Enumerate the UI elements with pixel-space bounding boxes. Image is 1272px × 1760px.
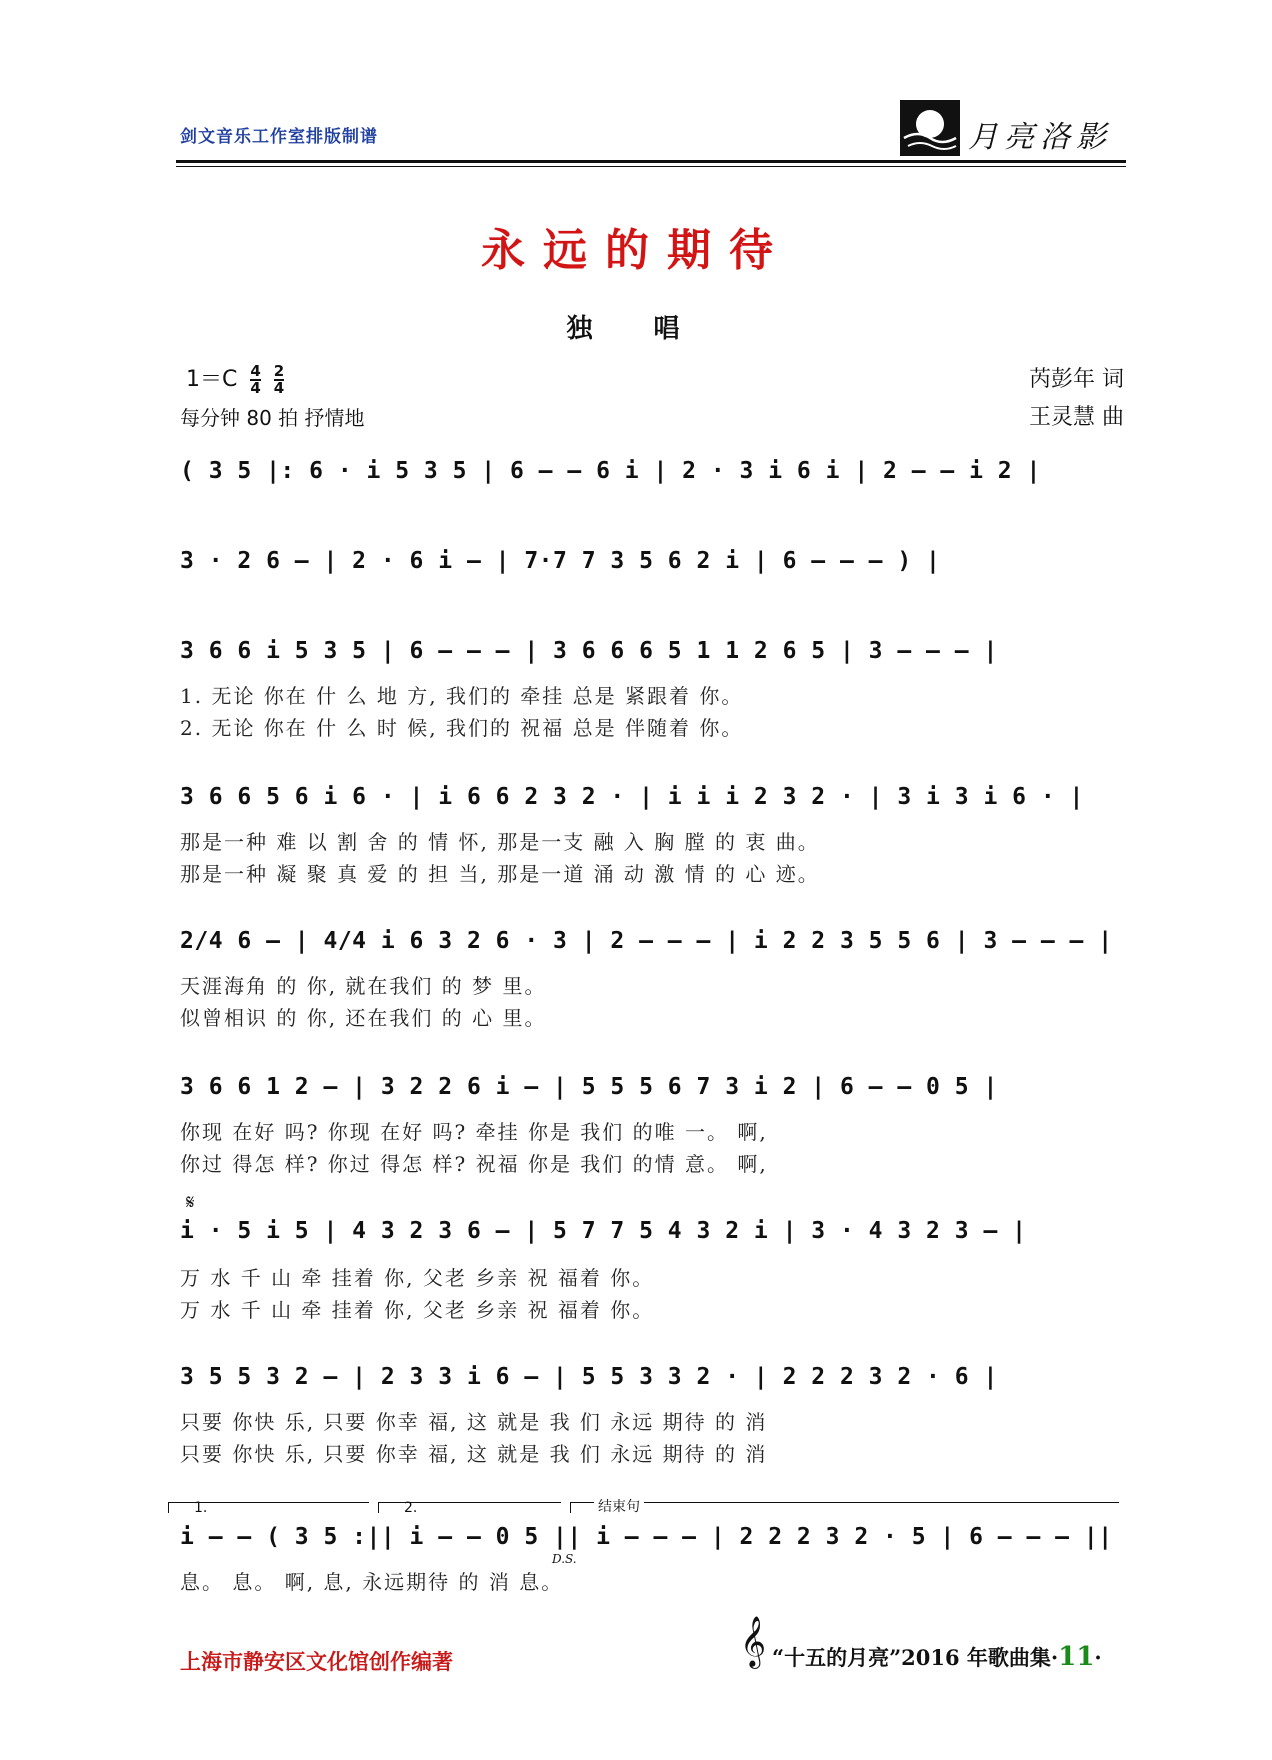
lyric-line-7-verse-1: 万 水 千 山 牵 挂着 你, 父老 乡亲 祝 福着 你。 [180, 1266, 655, 1290]
header-divider-thin [176, 166, 1126, 167]
notation-line-2: 3 · 2 6 – | 2 · 6 i – | 7·7 7 3 5 6 2 i | 6 – – – ) | [180, 548, 941, 574]
page-dot: · [1094, 1645, 1102, 1670]
notation-line-7: i · 5 i 5 | 4 3 2 3 6 – | 5 7 7 5 4 3 2 i | 3 · 4 3 2 3 – | [180, 1218, 1027, 1244]
lyric-line-7-verse-2: 万 水 千 山 牵 挂着 你, 父老 乡亲 祝 福着 你。 [180, 1298, 655, 1322]
volta-first-label: 1. [194, 1500, 208, 1516]
header-divider [176, 160, 1126, 163]
ending-phrase-bracket [570, 1502, 1119, 1513]
notation-line-1: ( 3 5 |: 6 · i 5 3 5 | 6 – – 6 i | 2 · 3 i 6 i | 2 – – i 2 | [180, 458, 1041, 484]
footer-collection-title: “十五的月亮”2016 年歌曲集· [772, 1645, 1059, 1670]
notation-line-3: 3 6 6 i 5 3 5 | 6 – – – | 3 6 6 6 5 1 1 2 6 5 | 3 – – – | [180, 638, 998, 664]
page-number: 11 [1058, 1642, 1095, 1672]
time-sig-2-den: 4 [273, 379, 285, 397]
time-signature-2 [274, 364, 284, 396]
notation-line-4: 3 6 6 5 6 i 6 · | i 6 6 2 3 2 · | i i i 2 3 2 · | 3 i 3 i 6 · | [180, 784, 1084, 810]
song-subtitle: 独 唱 [566, 314, 706, 344]
lyricist-credit: 芮彭年 词 [1029, 367, 1124, 392]
volta-second-label: 2. [404, 1500, 418, 1516]
notation-line-5: 2/4 6 – | 4/4 i 6 3 2 6 · 3 | 2 – – – | i 2 2 3 5 5 6 | 3 – – – | [180, 928, 1113, 954]
lyric-line-9: 息。 息。 啊, 息, 永远期待 的 消 息。 [180, 1570, 564, 1594]
footer-publisher: 上海市静安区文化馆创作编著 [180, 1649, 453, 1674]
key-label: 1＝C [186, 367, 238, 392]
composer-credit: 王灵慧 曲 [1029, 405, 1124, 430]
segno-mark: 𝄋 [186, 1190, 195, 1214]
song-title: 永远的期待 [481, 225, 791, 276]
time-sig-1-den: 4 [250, 379, 261, 397]
lyric-line-8-verse-1: 只要 你快 乐, 只要 你幸 福, 这 就是 我 们 永远 期待 的 消 [180, 1410, 768, 1434]
time-sig-2-num: 2 [273, 362, 285, 380]
lyric-line-3-verse-1: 1. 无论 你在 什 么 地 方, 我们的 牵挂 总是 紧跟着 你。 [180, 684, 744, 708]
treble-clef-icon: 𝄞 [740, 1616, 767, 1667]
lyric-line-4-verse-2: 那是一种 凝 聚 真 爱 的 担 当, 那是一道 涌 动 激 情 的 心 迹。 [180, 862, 820, 886]
notation-line-8: 3 5 5 3 2 – | 2 3 3 i 6 – | 5 5 3 3 2 · | 2 2 2 3 2 · 6 | [180, 1364, 998, 1390]
ds-mark: D.S. [552, 1552, 577, 1566]
logo-text: 月亮洛影 [968, 120, 1112, 155]
lyric-line-3-verse-2: 2. 无论 你在 什 么 时 候, 我们的 祝福 总是 伴随着 你。 [180, 716, 744, 740]
tempo-marking: 每分钟 80 拍 抒情地 [180, 406, 365, 430]
moon-logo-icon [900, 100, 960, 156]
key-signature [186, 362, 284, 396]
ending-phrase-label: 结束句 [594, 1496, 644, 1516]
notation-line-9: i – – ( 3 5 :|| i – – 0 5 || i – – – | 2 2 2 3 2 · 5 | 6 – – – || [180, 1524, 1113, 1550]
lyric-line-8-verse-2: 只要 你快 乐, 只要 你幸 福, 这 就是 我 们 永远 期待 的 消 [180, 1442, 768, 1466]
lyric-line-4-verse-1: 那是一种 难 以 割 舍 的 情 怀, 那是一支 融 入 胸 膛 的 衷 曲。 [180, 830, 820, 854]
studio-credit: 剑文音乐工作室排版制谱 [180, 127, 378, 147]
lyric-line-5-verse-1: 天涯海角 的 你, 就在我们 的 梦 里。 [180, 974, 547, 998]
footer-collection [772, 1642, 1102, 1672]
lyric-line-6-verse-2: 你过 得怎 样? 你过 得怎 样? 祝福 你是 我们 的情 意。 啊, [180, 1152, 768, 1176]
time-signature-1 [250, 364, 260, 396]
lyric-line-5-verse-2: 似曾相识 的 你, 还在我们 的 心 里。 [180, 1006, 547, 1030]
time-sig-1-num: 4 [250, 362, 261, 380]
notation-line-6: 3 6 6 1 2 – | 3 2 2 6 i – | 5 5 5 6 7 3 i 2 | 6 – – 0 5 | [180, 1074, 998, 1100]
lyric-line-6-verse-1: 你现 在好 吗? 你现 在好 吗? 牵挂 你是 我们 的唯 一。 啊, [180, 1120, 768, 1144]
